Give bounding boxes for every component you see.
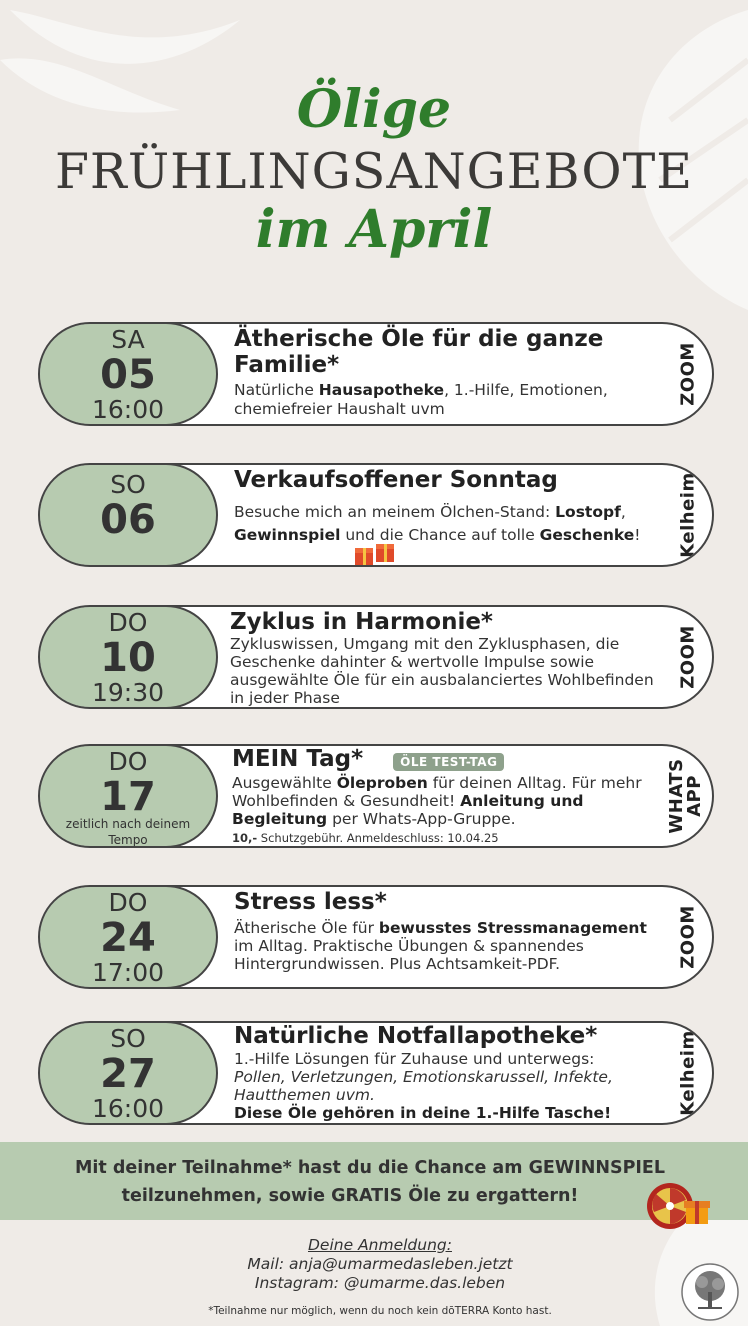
day-number: 10 <box>100 635 156 681</box>
prize-wheel-icon <box>646 1180 712 1234</box>
event-description: Ätherische Öle für bewusstes Stressmanagement im Alltag. Praktische Übungen & spannendes Hintergrundwissen. Plus Achtsamkeit-PDF. <box>234 919 647 973</box>
gift-icon <box>354 543 396 567</box>
event-time: 17:00 <box>91 958 165 987</box>
event-title: Stress less* <box>234 889 387 915</box>
event-description: 1.-Hilfe Lösungen für Zuhause und unterwegs: Pollen, Verletzungen, Emotionskarussell, Infekte, Hautthemen uvm. Diese Öle gehören in deine 1.-Hilfe Tasche! <box>234 1050 613 1122</box>
title-olige: Ölige <box>296 79 452 140</box>
event-time: zeitlich nach deinem Tempo <box>65 817 191 847</box>
event-time: 16:00 <box>91 395 165 424</box>
promo-banner-text: Mit deiner Teilnahme* hast du die Chance am GEWINNSPIEL teilzunehmen, sowie GRATIS Öle zu ergattern! <box>74 1158 666 1206</box>
tree-logo-icon <box>680 1262 740 1322</box>
event-fee: 10,- Schutzgebühr. Anmeldeschluss: 10.04.25 <box>232 831 499 845</box>
event-title: Verkaufsoffener Sonntag <box>234 467 558 493</box>
event-location: ZOOM <box>677 625 699 689</box>
page-title: FRÜHLINGSANGEBOTE <box>54 143 694 200</box>
event-title: MEIN Tag* <box>232 746 364 772</box>
event-description: Ausgewählte Öleproben für deinen Alltag. Für mehr Wohlbefinden & Gesundheit! Anleitung und Begleitung per Whats-App-Gruppe. <box>232 774 642 828</box>
weekday: DO <box>108 888 148 917</box>
event-title-row <box>232 746 662 772</box>
date-badge <box>38 463 218 567</box>
event-description: Natürliche Hausapotheke, 1.-Hilfe, Emotionen, chemiefreier Haushalt uvm <box>234 381 608 418</box>
weekday: SO <box>110 470 146 499</box>
date-badge <box>38 744 218 848</box>
title-april: im April <box>255 199 493 260</box>
event-description: Zykluswissen, Umgang mit den Zyklusphasen, die Geschenke dahinter & wertvolle Impulse sowie ausgewählte Öle für ein ausbalanciertes Wohlbefinden in jeder Phase <box>230 635 654 707</box>
event-card[interactable] <box>38 744 714 848</box>
date-badge <box>38 885 218 989</box>
event-location: Kelheim <box>677 472 699 558</box>
date-badge <box>38 322 218 426</box>
event-location: ZOOM <box>677 905 699 969</box>
event-card[interactable] <box>38 463 714 567</box>
event-location: Kelheim <box>677 1030 699 1116</box>
day-number: 17 <box>100 774 156 820</box>
event-time: 16:00 <box>91 1094 165 1123</box>
day-number: 27 <box>100 1051 156 1097</box>
footnote: *Teilnahme nur möglich, wenn du noch kein dōTERRA Konto hast. <box>208 1305 552 1317</box>
date-badge <box>38 1021 218 1125</box>
event-time: 19:30 <box>91 678 165 707</box>
weekday: SA <box>111 325 145 354</box>
event-description: Besuche mich an meinem Ölchen-Stand: Lostopf, Gewinnspiel und die Chance auf tolle Geschenke! <box>234 503 641 544</box>
event-card[interactable] <box>38 605 714 709</box>
day-number: 24 <box>100 915 156 961</box>
event-title: Zyklus in Harmonie* <box>230 609 493 635</box>
day-number: 05 <box>100 352 156 398</box>
event-card[interactable] <box>38 885 714 989</box>
signup-heading: Deine Anmeldung: <box>308 1236 452 1254</box>
day-number: 06 <box>100 497 156 543</box>
weekday: DO <box>108 747 148 776</box>
event-title: Natürliche Notfallapotheke* <box>234 1023 598 1049</box>
event-location: WHATS APP <box>666 758 705 834</box>
status-badge: ÖLE TEST-TAG <box>393 753 504 771</box>
signup-info <box>0 1236 748 1293</box>
event-location: ZOOM <box>677 342 699 406</box>
event-card[interactable] <box>38 322 714 426</box>
signup-mail[interactable]: Mail: anja@umarmedasleben.jetzt <box>247 1255 513 1273</box>
date-badge <box>38 605 218 709</box>
weekday: SO <box>110 1024 146 1053</box>
signup-instagram[interactable]: Instagram: @umarme.das.leben <box>254 1274 506 1292</box>
weekday: DO <box>108 608 148 637</box>
event-card[interactable] <box>38 1021 714 1125</box>
event-title: Ätherische Öle für die ganze Familie* <box>234 326 604 378</box>
